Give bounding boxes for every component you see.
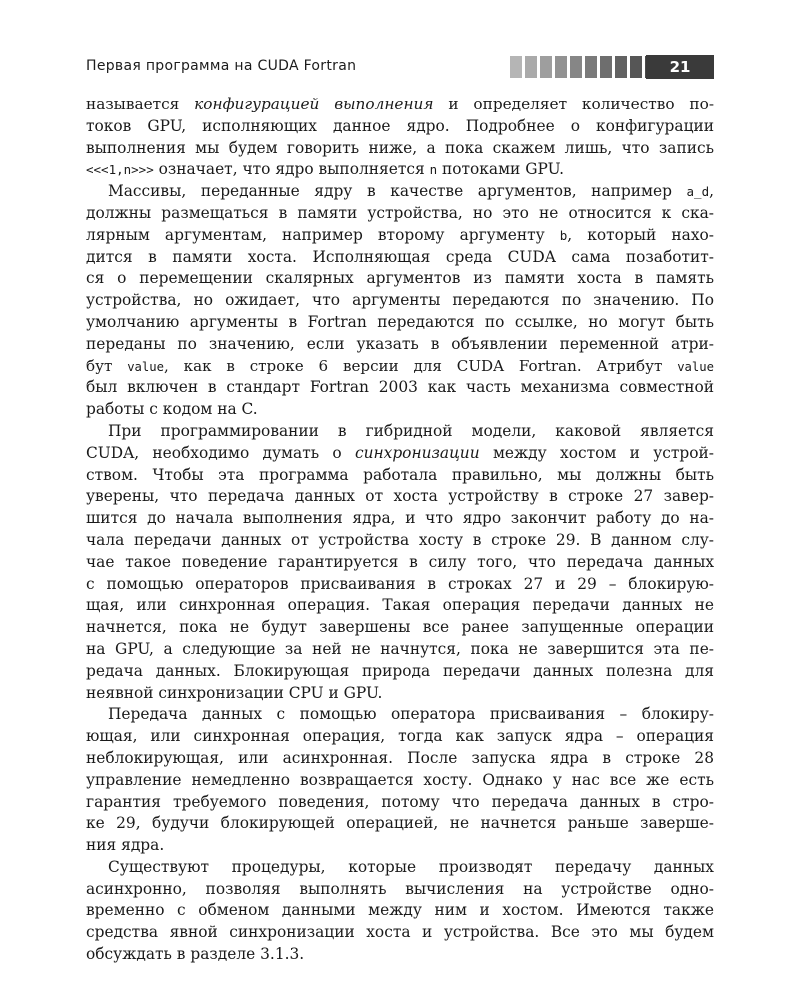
text-line: переданы по значению, если указать в объявлении переменной атри- — [86, 334, 714, 353]
text-line: чала передачи данных от устройства хосту в строке 29. В данном слу- — [86, 530, 714, 549]
code-inline: value — [677, 359, 714, 374]
header-gradient-bars — [510, 56, 660, 78]
emphasis: конфигурацией выполнения — [194, 95, 434, 113]
header-bar — [555, 56, 567, 78]
header-bar — [585, 56, 597, 78]
emphasis: синхронизации — [354, 443, 480, 462]
text-line: на GPU, а следующие за ней не начнутся, пока не завершится эта пе- — [86, 639, 714, 658]
code-inline: a_d — [686, 184, 710, 200]
text-line: чае такое поведение гарантируется в силу того, что передача данных — [86, 552, 714, 571]
text-line: При программировании в гибридной модели, каковой является — [108, 421, 714, 440]
header-bar — [540, 56, 552, 78]
text-line: устройства, но ожидает, что аргументы передаются по значению. По — [86, 291, 714, 310]
text-line: с помощью операторов присваивания в строках 27 и 29 – блокирую- — [86, 574, 714, 593]
text-line: выполнения мы будем говорить ниже, а пока скажем лишь, что запись — [86, 138, 714, 157]
header-bar — [570, 56, 582, 78]
text-line: ся о перемещении скалярных аргументов из памяти хоста в память — [86, 269, 714, 288]
header-bar — [615, 56, 627, 78]
text-line: Массивы, переданные ядру в качестве аргументов, например a_d, — [108, 182, 714, 201]
code-inline: n — [429, 162, 438, 178]
text-line: уверены, что передача данных от хоста устройству в строке 27 завер- — [86, 487, 714, 506]
page-header — [86, 55, 714, 79]
code-inline: <<<1,n>>> — [86, 162, 154, 178]
text-line: <<<1,n>>> означает, что ядро выполняется n потоками GPU. — [86, 160, 565, 179]
text-line: Существуют процедуры, которые производят передачу данных — [108, 857, 714, 876]
text-line: работы с кодом на C. — [86, 400, 258, 419]
text-line: редача данных. Блокирующая природа передачи данных полезна для — [86, 661, 714, 680]
page-number: 21 — [646, 55, 714, 79]
running-title: Первая программа на CUDA Fortran — [86, 58, 357, 74]
text-line: ющая, или синхронная операция, тогда как запуск ядра – операция — [86, 727, 714, 746]
text-line: лярным аргументам, например второму аргументу b, который нахо- — [86, 225, 714, 244]
text-line: был включен в стандарт Fortran 2003 как часть механизма совместной — [86, 378, 714, 397]
text-line: Передача данных с помощью оператора присваивания – блокиру- — [108, 705, 714, 724]
header-bar — [510, 56, 522, 78]
code-inline: value — [127, 359, 164, 374]
text-line: дится в памяти хоста. Исполняющая среда CUDA сама позаботит- — [86, 247, 714, 266]
text-line: ке 29, будучи блокирующей операцией, не начнется раньше заверше- — [86, 814, 714, 833]
text-line: умолчанию аргументы в Fortran передаются по ссылке, но могут быть — [86, 312, 714, 331]
text-line: временно с обменом данными между ним и хостом. Имеются также — [86, 901, 714, 920]
text-line: щая, или синхронная операция. Такая операция передачи данных не — [86, 596, 714, 615]
text-line: начнется, пока не будут завершены все ранее запущенные операции — [86, 618, 714, 637]
header-bar — [630, 56, 642, 78]
text-line: неблокирующая, или асинхронная. После запуска ядра в строке 28 — [86, 748, 714, 767]
text-line: должны размещаться в памяти устройства, но это не относится к ска- — [86, 203, 714, 222]
body-text — [86, 94, 714, 966]
text-line: ния ядра. — [86, 836, 165, 855]
header-bar — [525, 56, 537, 78]
text-line: асинхронно, позволяя выполнять вычисления на устройстве одно- — [86, 879, 714, 898]
text-line: CUDA, необходимо думать о синхронизации между хостом и устрой- — [86, 443, 714, 462]
code-inline: b — [559, 227, 568, 243]
text-line: неявной синхронизации CPU и GPU. — [86, 683, 383, 702]
text-line: управление немедленно возвращается хосту. Однако у нас все же есть — [86, 770, 714, 789]
text-line: гарантия требуемого поведения, потому что передача данных в стро- — [86, 792, 714, 811]
text-line: обсуждать в разделе 3.1.3. — [86, 945, 305, 964]
text-line: бут value, как в строке 6 версии для CUDA Fortran. Атрибут value — [86, 356, 714, 375]
text-line: средства явной синхронизации хоста и устройства. Все это мы будем — [86, 923, 714, 942]
text-line: ством. Чтобы эта программа работала правильно, мы должны быть — [86, 465, 714, 484]
header-bar — [600, 56, 612, 78]
text-line: шится до начала выполнения ядра, и что ядро закончит работу до на- — [86, 509, 714, 528]
text-line: называется конфигурацией выполнения и определяет количество по- — [86, 95, 714, 113]
text-line: токов GPU, исполняющих данное ядро. Подробнее о конфигурации — [86, 116, 714, 135]
